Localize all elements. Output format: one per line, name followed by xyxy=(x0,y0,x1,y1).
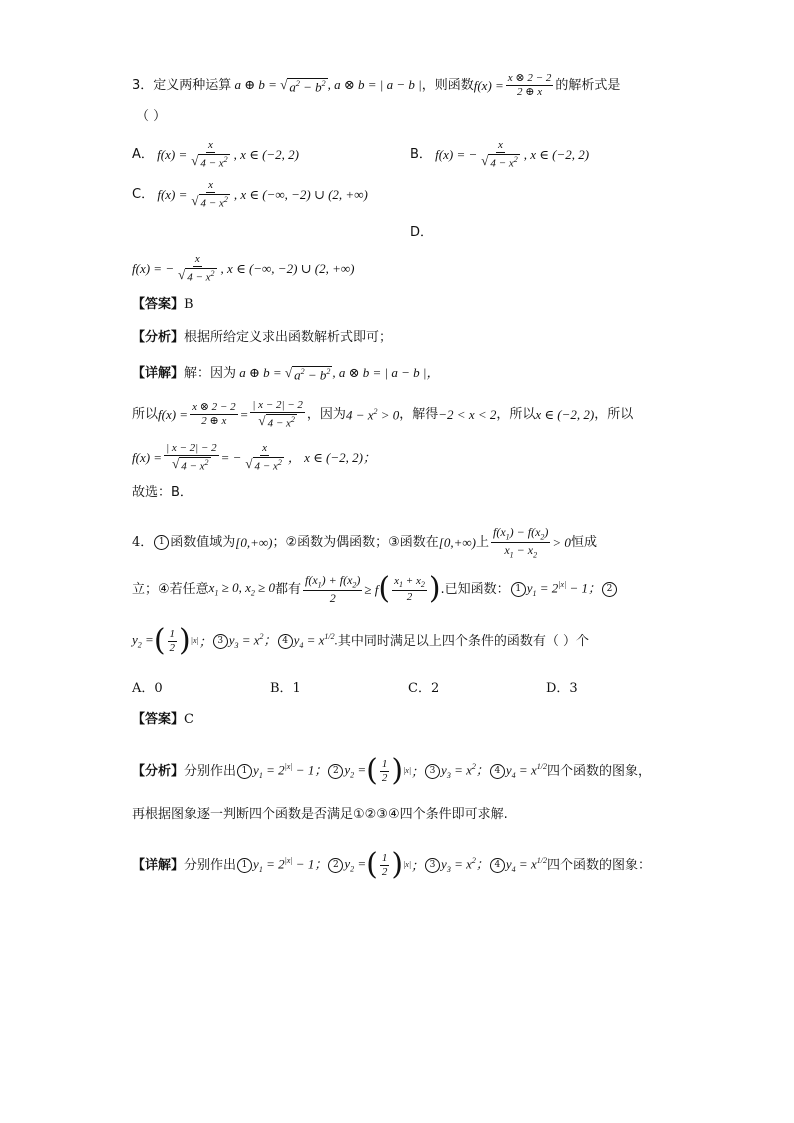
q3-analysis: 【分析】 根据所给定义求出函数解析式即可； xyxy=(132,330,393,345)
q3-answer: 【答案】 B xyxy=(132,297,194,312)
q3-option-c[interactable]: C． f(x) = x √ $4 - x^2$ , x ∈ (−∞, −2) ∪ (2, +∞) xyxy=(132,179,368,210)
q3-paren: （ ） xyxy=(136,109,167,124)
q3-stem: 3．定义两种运算 a ⊕ b = √ $a^2 - b^2$ , a ⊗ b = | a − b | ，则函数 f(x) = $\frac{x \otimes 2 - 2}{2 \oplus x}$ 的解析式是 xyxy=(132,72,621,98)
q3-detail-1: 【详解】 解：因为 a ⊕ b = √ $a^2 - b^2$ , a ⊗ b = | a − b |， xyxy=(132,365,440,383)
q4-detail: 【详解】 分别作出 1 $y_1 = 2^{|x|} - 1$； 2 $y_2$ = ( $\frac{1}{2}$ ) |x| ； 3 $y_3 = x^2$； 4 $y_4 = x^{1/2}$ 四个函数的图象： xyxy=(132,847,651,882)
circled-2-icon: 2 xyxy=(328,764,343,779)
circled-3-icon: 3 xyxy=(425,764,440,779)
q3-option-a[interactable]: A． f(x) = x √ $4 - x^2$ , x ∈ (−2, 2) xyxy=(132,139,299,170)
circled-3-icon: 3 xyxy=(213,634,228,649)
q4-options xyxy=(132,682,578,695)
circled-1-icon: 1 xyxy=(154,535,169,550)
circled-3-icon: 3 xyxy=(425,858,440,873)
func-f: f(x) = xyxy=(473,78,504,93)
circled-2-icon: 2 xyxy=(328,858,343,873)
q4-option-d[interactable]: D．3 xyxy=(546,681,578,696)
q4-option-a[interactable]: A．0 xyxy=(132,681,163,696)
q3-option-b[interactable]: B． f(x) = − x √ $4 - x^2$ , x ∈ (−2, 2) xyxy=(410,139,590,170)
circled-4-icon: 4 xyxy=(278,634,293,649)
circled-4-icon: 4 xyxy=(490,858,505,873)
q4-analysis: 【分析】 分别作出 1 $y_1 = 2^{|x|} - 1$； 2 $y_2$ = ( $\frac{1}{2}$ ) |x| ； 3 $y_3 = x^2$； 4 $y_4 = x^{1/2}$ 四个函数的图象， xyxy=(132,753,651,788)
q4-answer: 【答案】 C xyxy=(132,712,194,727)
circled-1-icon: 1 xyxy=(237,858,252,873)
q4-stem-3: $y_2$ = ( $\frac{1}{2}$ ) |x| ； 3 $y_3 = x^2$； 4 $y_4 = x^{1/2}$. 其中同时满足以上四个条件的函数有（ ）个 xyxy=(132,623,590,658)
q4-stem-2: 立；④若任意 $x_1 \ge 0$, $x_2 \ge 0$ 都有 $\frac{f(x_1) + f(x_2)}{2}$ ≥ f ( $\frac{x_1 + x_2}{2}$ ) .已知函数： 1 $y_1 = 2^{|x|} - 1$； 2 xyxy=(132,574,618,604)
q3-detail-3: f(x) = | x − 2| − 2 √ $4 - x^2$ = − x √ $4 - x^2$ ， x ∈ (−2, 2)； xyxy=(132,442,376,473)
q4-option-c[interactable]: C．2 xyxy=(408,681,440,696)
q3-conclusion: 故选：B． xyxy=(132,485,193,500)
q4-stem-1: 4． 1 函数值域为 [0,+∞) ；②函数为偶函数；③函数在 [0,+∞) 上 $\frac{f(x_1) - f(x_2)}{x_1 - x_2}$ > 0 恒成 xyxy=(132,525,597,560)
q3-detail-2: 所以 f(x) = $\frac{x \otimes 2 - 2}{2 \oplus x}$ = | x − 2| − 2 √ $4 - x^2$ ，因为 $4 - x^2 > 0$ ，解得 −2 < x < 2 ，所以 x ∈ (−2, 2) ，所以 xyxy=(132,399,634,430)
func-f-frac: $\frac{x \otimes 2 - 2}{2 \oplus x}$ xyxy=(507,72,552,98)
q4-analysis-2: 再根据图象逐一判断四个函数是否满足①②③④四个条件即可求解. xyxy=(132,807,508,822)
q3-option-d-label[interactable]: D． xyxy=(410,225,434,240)
circled-4-icon: 4 xyxy=(490,764,505,779)
circled-2-icon: 2 xyxy=(602,582,617,597)
circled-1-icon: 1 xyxy=(237,764,252,779)
q4-option-b[interactable]: B．1 xyxy=(270,681,301,696)
q3-option-d[interactable]: f(x) = − x √ $4 - x^2$ , x ∈ (−∞, −2) ∪ (2, +∞) xyxy=(132,253,355,284)
circled-1-icon: 1 xyxy=(511,582,526,597)
def-op1: a ⊕ b = √ $a^2 - b^2$ , a ⊗ b = | a − b | xyxy=(231,76,422,95)
